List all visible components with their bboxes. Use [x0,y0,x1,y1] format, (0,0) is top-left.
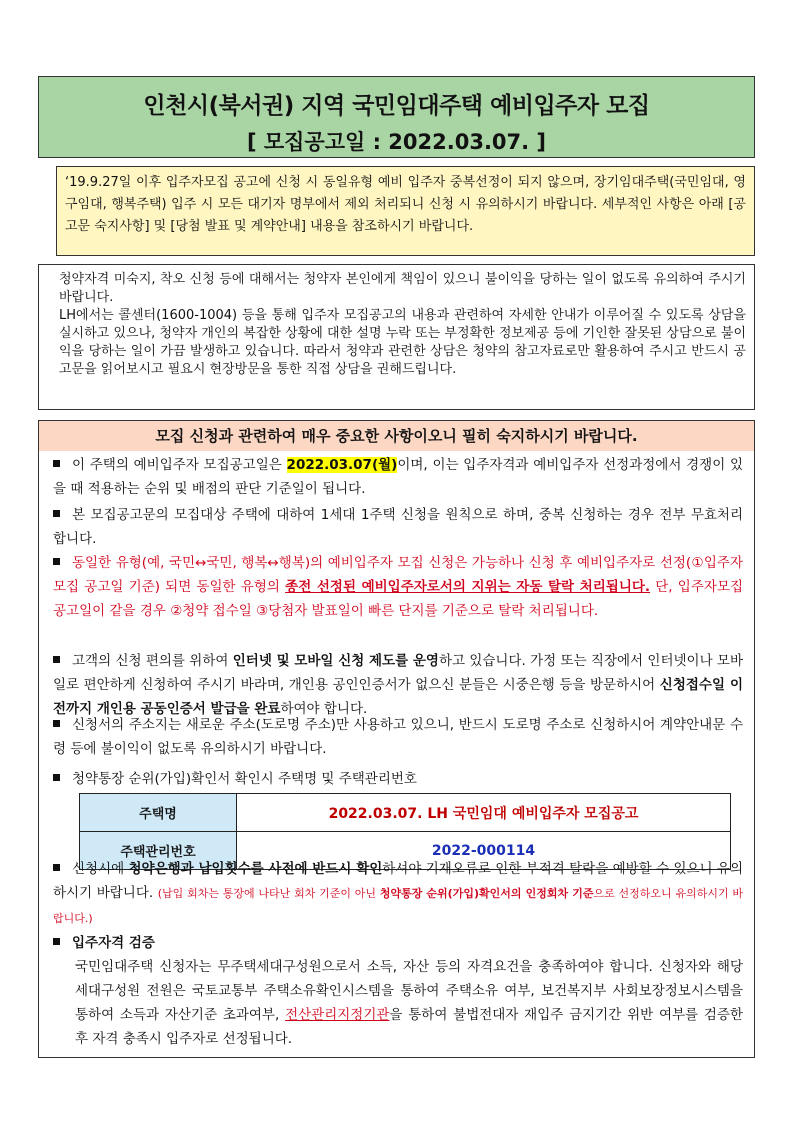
note-online-application: 고객의 신청 편의를 위하여 인터넷 및 모바일 신청 제도를 운영하고 있습니다. 가정 또는 직장에서 인터넷이나 모바일로 편안하게 신청하여 주시기 바라며, 개인용 공인인증서가 없으신 분들은 시중은행 등을 방문하시어 신청접수일 이전까지 개인용 공동인증서 발급을 완료하여야 합니다. [53,653,744,717]
bullet-icon [53,720,60,727]
announcement-date: [ 모집공고일 : 2022.03.07. ] [246,130,547,154]
bullet-icon [53,774,60,781]
note-announcement-date: 이 주택의 예비입주자 모집공고일은 2022.03.07(월)이며, 이는 입주자격과 예비입주자 선정과정에서 경쟁이 있을 때 적용하는 순위 및 배점의 판단 기준일이 됩니다. [53,457,744,497]
consultation-notice [38,264,755,410]
bullet-icon [53,656,60,663]
important-notes-header: 모집 신청과 관련하여 매우 중요한 사항이오니 필히 숙지하시기 바랍니다. [39,421,754,451]
house-name-value: 2022.03.07. LH 국민임대 예비입주자 모집공고 [237,794,731,832]
house-name-label: 주택명 [80,794,237,832]
house-id-value: 2022-000114 [237,832,731,870]
eligibility-title: 입주자격 검증 [72,935,155,951]
note-bank-check: 신청시에 청약은행과 납입횟수를 사전에 반드시 확인하셔야 기재오류로 인한 부적격 탈락을 예방할 수 있으니 유의하시기 바랍니다. (납입 회차는 통장에 나타난 회차 기준이 아닌 청약통장 순위(가입)확인서의 인정회차 기준으로 선정하오니 유의하시기 바랍니다.) [53,861,743,925]
table-row [80,794,731,832]
announcement-date-highlight: 2022.03.07(월) [286,457,398,473]
page-title: 인천시(북서권) 지역 국민임대주택 예비입주자 모집 [143,93,650,119]
designated-agency-link: 전산관리지정기관 [285,1007,390,1023]
bullet-icon [53,938,60,945]
consultation-notice-p2: LH에서는 콜센터(1600-1004) 등을 통해 입주자 모집공고의 내용과 관련하여 자세한 안내가 이루어질 수 있도록 상담을 실시하고 있으나, 청약자 개인의 복잡한 상황에 대한 설명 누락 또는 부정확한 정보제공 등에 기인한 잘못된 상담으로 불이익을 당하는 일이 가끔 발생하고 있습니다. 따라서 청약과 관련한 상담은 청약의 참고자료로만 활용하여 주시고 반드시 공고문을 읽어보시고 필요시 현장방문을 통한 직접 상담을 권해드립니다. [59,308,746,377]
consultation-notice-p1: 청약자격 미숙지, 착오 신청 등에 대해서는 청약자 본인에게 책임이 있으니 불이익을 당하는 일이 없도록 유의하여 주시기 바랍니다. [59,272,746,305]
note-one-house-rule: 본 모집공고문의 모집대상 주택에 대하여 1세대 1주택 신청을 원칙으로 하며, 중복 신청하는 경우 전부 무효처리 합니다. [53,507,743,547]
duplicate-selection-notice [56,166,755,256]
house-id-label: 주택관리번호 [80,832,237,870]
duplicate-selection-text: ‘19.9.27일 이후 입주자모집 공고에 신청 시 동일유형 예비 입주자 중복선정이 되지 않으며, 장기임대주택(국민임대, 영구임대, 행복주택) 입주 시 모든 대기자 명부에서 제외 처리되니 신청 시 유의하시기 바랍니다. 세부적인 사항은 아래 [공고문 숙지사항] 및 [당첨 발표 및 계약안내] 내용을 참조하시기 바랍니다. [65,175,746,234]
note-duplicate-type: 동일한 유형(예, 국민↔국민, 행복↔행복)의 예비입주자 모집 신청은 가능하나 신청 후 예비입주자로 선정(①입주자모집 공고일 기준) 되면 동일한 유형의 종전 선정된 예비입주자로서의 지위는 자동 탈락 처리됩니다. 단, 입주자모집 공고일이 같을 경우 ②청약 접수일 ③당첨자 발표일이 빠른 단지를 기준으로 탈락 처리됩니다. [53,555,743,619]
bullet-icon [53,864,60,871]
title-box [38,76,755,158]
note-house-identifiers: 청약통장 순위(가입)확인서 확인시 주택명 및 주택관리번호 [53,767,743,791]
bullet-icon [53,558,60,565]
note-eligibility-verification: 입주자격 검증 국민임대주택 신청자는 무주택세대구성원으로서 소득, 자산 등의 자격요건을 충족하여야 합니다. 신청자와 해당 세대구성원 전원은 국토교통부 주택소유확인시스템을 통하여 주택소유 여부, 보건복지부 사회보장정보시스템을 통하여 소득과 자산기준 초과여부, 전산관리지정기관을 통하여 불법전대자 재입주 금지기간 위반 여부를 검증한 후 자격 충족시 입주자로 선정됩니다. [53,931,743,1051]
important-notes-box [38,420,755,1058]
bullet-icon [53,460,60,467]
note-road-address: 신청서의 주소지는 새로운 주소(도로명 주소)만 사용하고 있으니, 반드시 도로명 주소로 신청하시어 계약안내문 수령 등에 불이익이 없도록 유의하시기 바랍니다. [53,717,743,757]
auto-drop-warning: 종전 선정된 예비입주자로서의 지위는 자동 탈락 처리됩니다. [285,579,651,595]
bullet-icon [53,510,60,517]
